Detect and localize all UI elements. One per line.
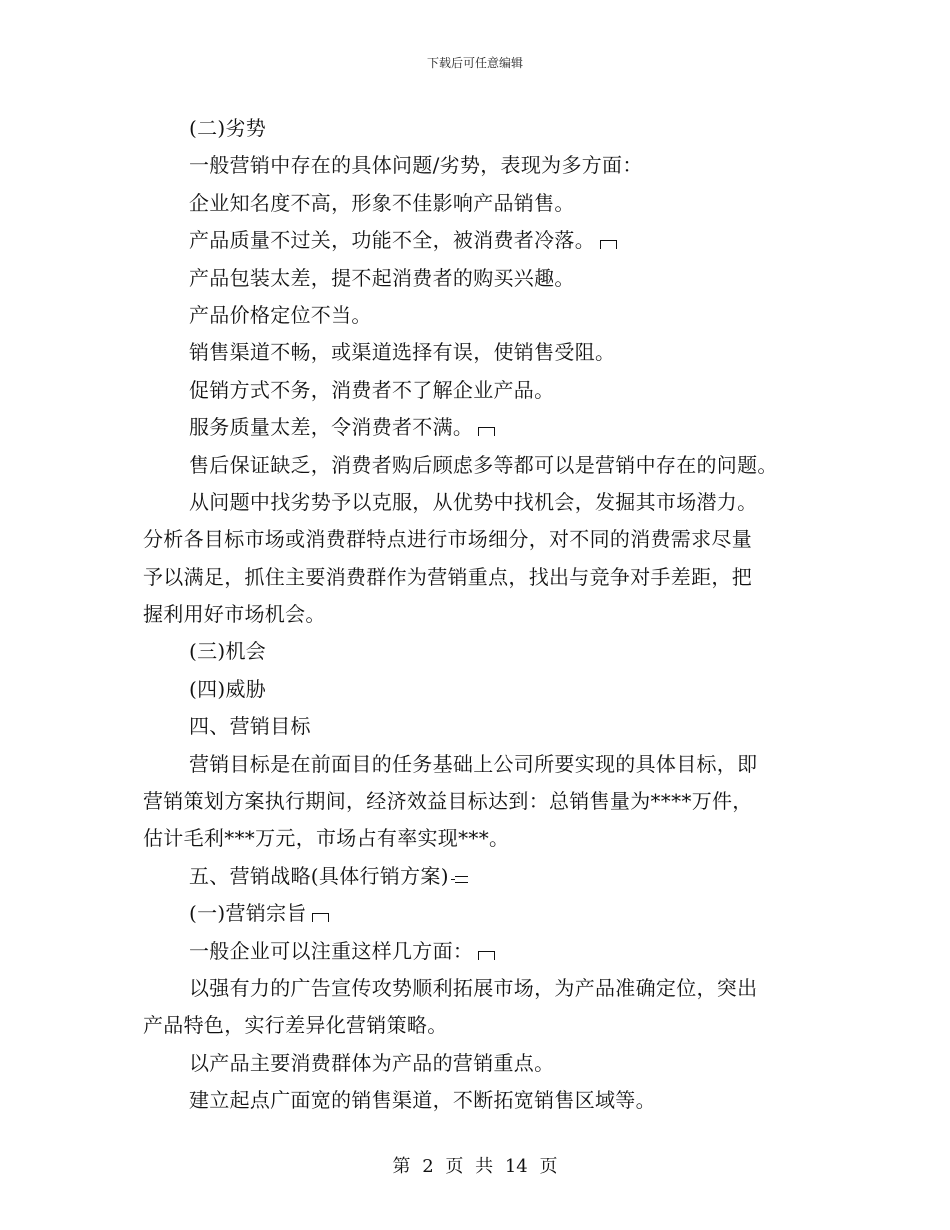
text-line — [143, 372, 815, 409]
text-line-content: 一般营销中存在的具体问题/劣势，表现为多方面： — [189, 153, 643, 178]
text-line-content: 销售渠道不畅，或渠道选择有误，使销售受阻。 — [189, 340, 616, 365]
text-line-content: 企业知名度不高，形象不佳影响产品销售。 — [189, 190, 575, 215]
text-line — [143, 1082, 815, 1119]
text-line — [143, 334, 815, 371]
text-line-content: (三)机会 — [189, 639, 267, 664]
document-body — [143, 110, 815, 1120]
text-line-content: 产品特色，实行差异化营销策略。 — [143, 1013, 448, 1038]
text-line-content: 估计毛利***万元，市场占有率实现***。 — [143, 826, 510, 851]
text-line-content: 促销方式不务，消费者不了解企业产品。 — [189, 377, 555, 402]
text-line — [143, 222, 815, 259]
text-line — [143, 447, 815, 484]
text-line-content: 以产品主要消费群体为产品的营销重点。 — [189, 1050, 555, 1075]
text-line — [143, 746, 815, 783]
text-line-content: (一)营销宗旨 — [189, 901, 307, 926]
text-line — [143, 110, 815, 147]
text-line-content: 从问题中找劣势予以克服，从优势中找机会，发掘其市场潜力。 — [189, 489, 758, 514]
text-line-content: 产品包装太差，提不起消费者的购买兴趣。 — [189, 265, 575, 290]
text-line-content: 营销策划方案执行期间，经济效益目标达到：总销售量为****万件， — [143, 789, 753, 814]
text-line-content: 建立起点广面宽的销售渠道，不断拓宽销售区域等。 — [189, 1088, 656, 1113]
text-line-content: (四)威胁 — [189, 676, 267, 701]
equals-mark-icon — [453, 875, 471, 885]
text-line — [143, 409, 815, 446]
text-line — [143, 185, 815, 222]
text-line-content: 四、营销目标 — [189, 714, 311, 739]
text-line — [143, 671, 815, 708]
text-line-content: 五、营销战略(具体行销方案) — [189, 863, 449, 888]
text-line-content: 营销目标是在前面目的任务基础上公司所要实现的具体目标，即 — [189, 751, 758, 776]
text-line — [143, 1045, 815, 1082]
text-line — [143, 708, 815, 745]
text-line — [143, 596, 815, 633]
text-line — [143, 933, 815, 970]
page-header: 下载后可任意编辑 — [426, 56, 523, 70]
text-line — [143, 147, 815, 184]
text-line-content: 服务质量太差，令消费者不满。 — [189, 415, 474, 440]
text-line-content: 握利用好市场机会。 — [143, 602, 326, 627]
text-line — [143, 484, 815, 521]
text-line — [143, 297, 815, 334]
text-line — [143, 858, 815, 895]
edit-mark-icon — [311, 912, 329, 922]
edit-mark-icon — [477, 426, 495, 436]
text-line-content: 产品质量不过关，功能不全，被消费者冷落。 — [189, 228, 595, 253]
text-line-content: (二)劣势 — [189, 116, 267, 140]
edit-mark-icon — [599, 239, 617, 249]
text-line — [143, 970, 815, 1007]
edit-mark-icon — [477, 950, 495, 960]
text-line — [143, 260, 815, 297]
text-line — [143, 783, 815, 820]
text-line-content: 以强有力的广告宣传攻势顺利拓展市场，为产品准确定位，突出 — [189, 975, 758, 1000]
text-line — [143, 521, 815, 558]
text-line — [143, 559, 815, 596]
text-line — [143, 1007, 815, 1044]
page-footer: 第 2 页 共 14 页 — [392, 1156, 558, 1177]
text-line — [143, 820, 815, 857]
text-line-content: 售后保证缺乏，消费者购后顾虑多等都可以是营销中存在的问题。 — [189, 452, 778, 477]
text-line-content: 产品价格定位不当。 — [189, 302, 372, 327]
text-line-content: 分析各目标市场或消费群特点进行市场细分，对不同的消费需求尽量 — [143, 527, 752, 552]
text-line-content: 一般企业可以注重这样几方面： — [189, 938, 474, 963]
text-line — [143, 895, 815, 932]
text-line — [143, 633, 815, 670]
text-line-content: 予以满足，抓住主要消费群作为营销重点，找出与竞争对手差距，把 — [143, 564, 752, 589]
